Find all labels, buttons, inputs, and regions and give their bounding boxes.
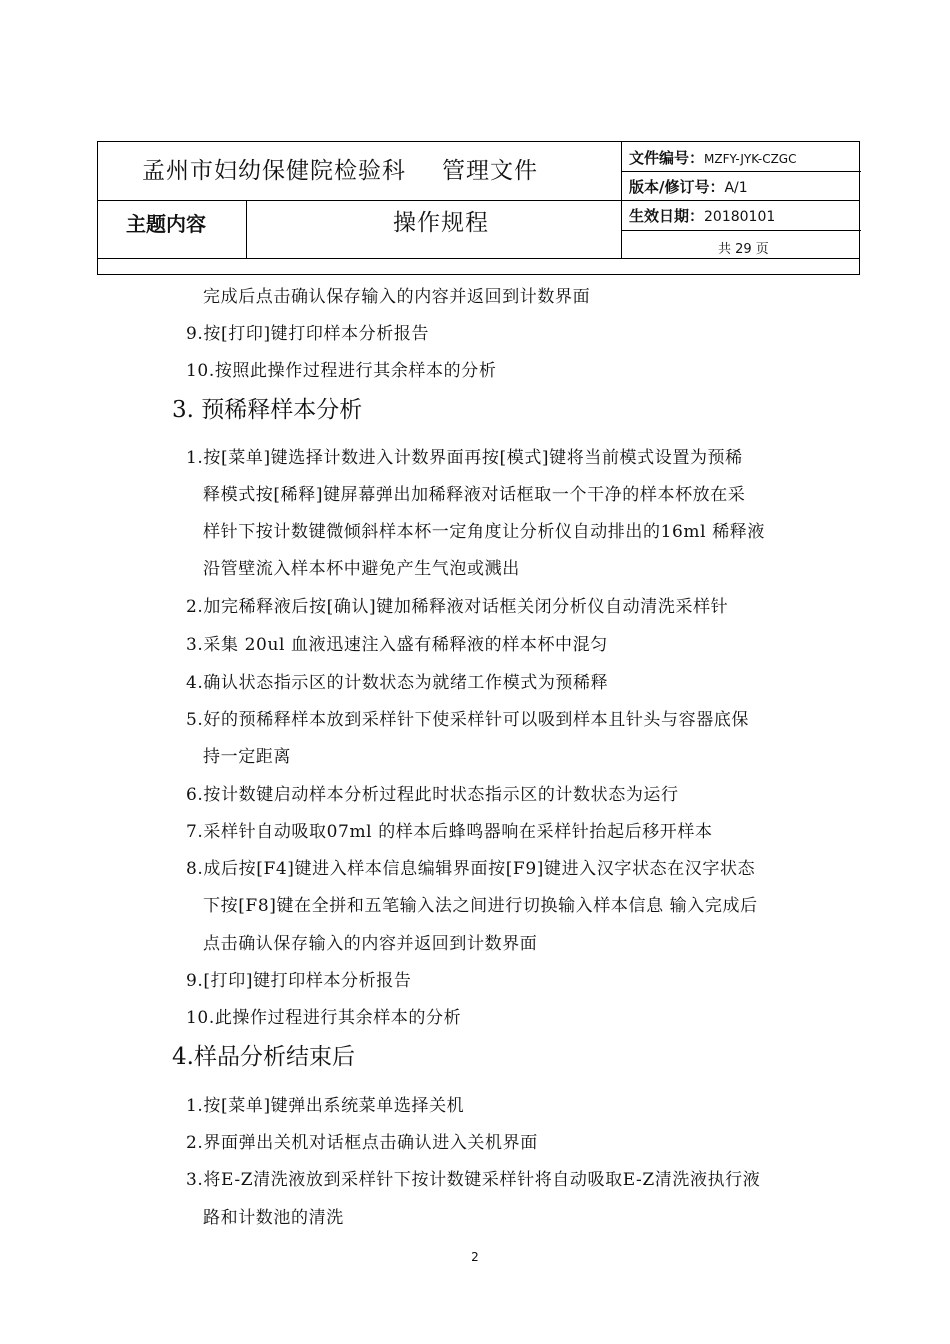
step-line: 6.按计数键启动样本分析过程此时状态指示区的计数状态为运行 xyxy=(186,785,679,805)
step-line: 点击确认保存输入的内容并返回到计数界面 xyxy=(203,934,538,954)
step-line: 9.[打印]键打印样本分析报告 xyxy=(186,971,412,991)
step-line: 8.成后按[F4]键进入样本信息编辑界面按[F9]键进入汉字状态在汉字状态 xyxy=(186,859,756,879)
step-line: 路和计数池的清洗 xyxy=(203,1208,344,1228)
document-header-table xyxy=(97,141,860,275)
step-line: 4.确认状态指示区的计数状态为就绪工作模式为预稀释 xyxy=(186,673,609,693)
step-line: 10.此操作过程进行其余样本的分析 xyxy=(186,1008,462,1028)
step-line: 2.加完稀释液后按[确认]键加稀释液对话框关闭分析仪自动清洗采样针 xyxy=(186,597,729,617)
document-title: 操作规程 xyxy=(393,210,489,236)
step-line: 3.采集 20ul 血液迅速注入盛有稀释液的样本杯中混匀 xyxy=(186,635,608,655)
continued-line: 9.按[打印]键打印样本分析报告 xyxy=(186,324,430,344)
doc-type: 管理文件 xyxy=(442,158,538,184)
continued-line: 10.按照此操作过程进行其余样本的分析 xyxy=(186,361,497,381)
step-line: 3.将E-Z清洗液放到采样针下按计数键采样针将自动吸取E-Z清洗液执行液 xyxy=(186,1170,761,1190)
step-line: 5.好的预稀释样本放到采样针下使采样针可以吸到样本且针头与容器底保 xyxy=(186,710,750,730)
continued-line: 完成后点击确认保存输入的内容并返回到计数界面 xyxy=(203,287,591,307)
version: 版本/修订号：A/1 xyxy=(629,178,748,196)
step-line: 沿管壁流入样本杯中避免产生气泡或溅出 xyxy=(203,559,520,579)
section-heading: 3. 预稀释样本分析 xyxy=(172,397,363,423)
page-count: 共 29 页 xyxy=(718,242,769,257)
step-line: 持一定距离 xyxy=(203,747,291,767)
org-name: 孟州市妇幼保健院检验科 xyxy=(142,158,406,184)
step-line: 样针下按计数键微倾斜样本杯一定角度让分析仪自动排出的16ml 稀释液 xyxy=(203,522,765,542)
organization-title xyxy=(142,152,538,185)
section-heading: 4.样品分析结束后 xyxy=(172,1044,355,1070)
step-line: 1.按[菜单]键弹出系统菜单选择关机 xyxy=(186,1096,465,1116)
doc-number: 文件编号：MZFY-JYK-CZGC xyxy=(629,149,797,167)
page-number: 2 xyxy=(471,1250,479,1264)
step-line: 1.按[菜单]键选择计数进入计数界面再按[模式]键将当前模式设置为预稀 xyxy=(186,448,743,468)
step-line: 7.采样针自动吸取07ml 的样本后蜂鸣器响在采样针抬起后移开样本 xyxy=(186,822,713,842)
step-line: 下按[F8]键在全拼和五笔输入法之间进行切换输入样本信息 输入完成后 xyxy=(203,896,758,916)
step-line: 释模式按[稀释]键屏幕弹出加稀释液对话框取一个干净的样本杯放在采 xyxy=(203,485,746,505)
step-line: 2.界面弹出关机对话框点击确认进入关机界面 xyxy=(186,1133,538,1153)
subject-label: 主题内容 xyxy=(126,212,206,236)
effective-date: 生效日期：20180101 xyxy=(629,207,776,225)
